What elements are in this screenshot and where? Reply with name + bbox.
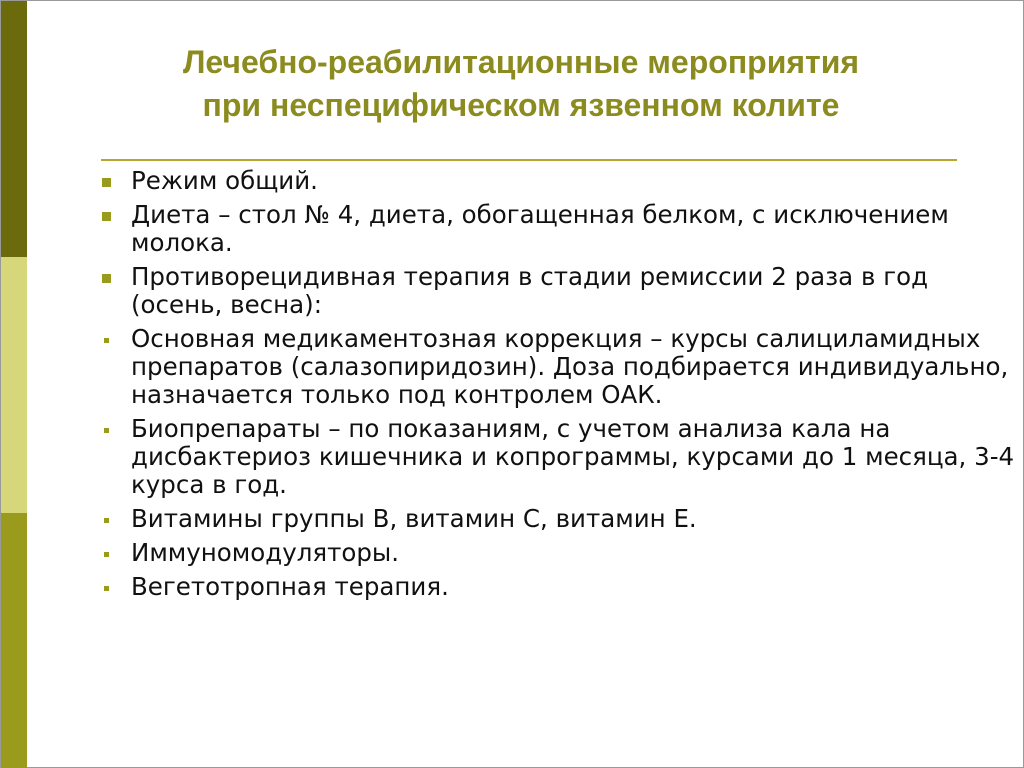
list-item-text: Противорецидивная терапия в стадии ремиссии 2 раза в год (осень, весна): [131,262,929,319]
slide-title-line-2: при неспецифическом язвенном колите [202,87,840,123]
list-item [97,325,1017,409]
side-decoration-bar [1,1,27,768]
side-bar-dark-segment [1,1,27,257]
small-square-bullet-icon [104,338,109,343]
small-square-bullet-icon [104,518,109,523]
slide-title [61,41,981,127]
list-item-text: Витамины группы В, витамин С, витамин Е. [131,504,697,533]
small-square-bullet-icon [104,552,109,557]
list-item [97,539,1017,567]
small-square-bullet-icon [104,586,109,591]
list-item [97,573,1017,601]
list-item-text: Иммуномодуляторы. [131,538,400,567]
list-item [97,415,1017,499]
list-item-text: Основная медикаментозная коррекция – курсы салициламидных препаратов (салазопиридозин). Доза подбирается индивидуально, назначается только под контролем ОАК. [131,324,1009,409]
square-bullet-icon [102,212,111,221]
list-item-text: Вегетотропная терапия. [131,572,449,601]
list-item [97,505,1017,533]
square-bullet-icon [102,178,111,187]
list-item-text: Биопрепараты – по показаниям, с учетом анализа кала на дисбактериоз кишечника и копрограммы, курсами до 1 месяца, 3-4 курса в год. [131,414,1015,499]
bullet-list [97,161,1017,601]
side-bar-mid-segment [1,513,27,768]
side-bar-light-segment [1,257,27,513]
small-square-bullet-icon [104,428,109,433]
list-item [97,167,1017,195]
list-item-text: Режим общий. [131,166,318,195]
slide-title-line-1: Лечебно-реабилитационные мероприятия [182,44,860,80]
square-bullet-icon [102,274,111,283]
list-item [97,201,1017,257]
list-item [97,263,1017,319]
list-item-text: Диета – стол № 4, диета, обогащенная белком, с исключением молока. [131,200,949,257]
